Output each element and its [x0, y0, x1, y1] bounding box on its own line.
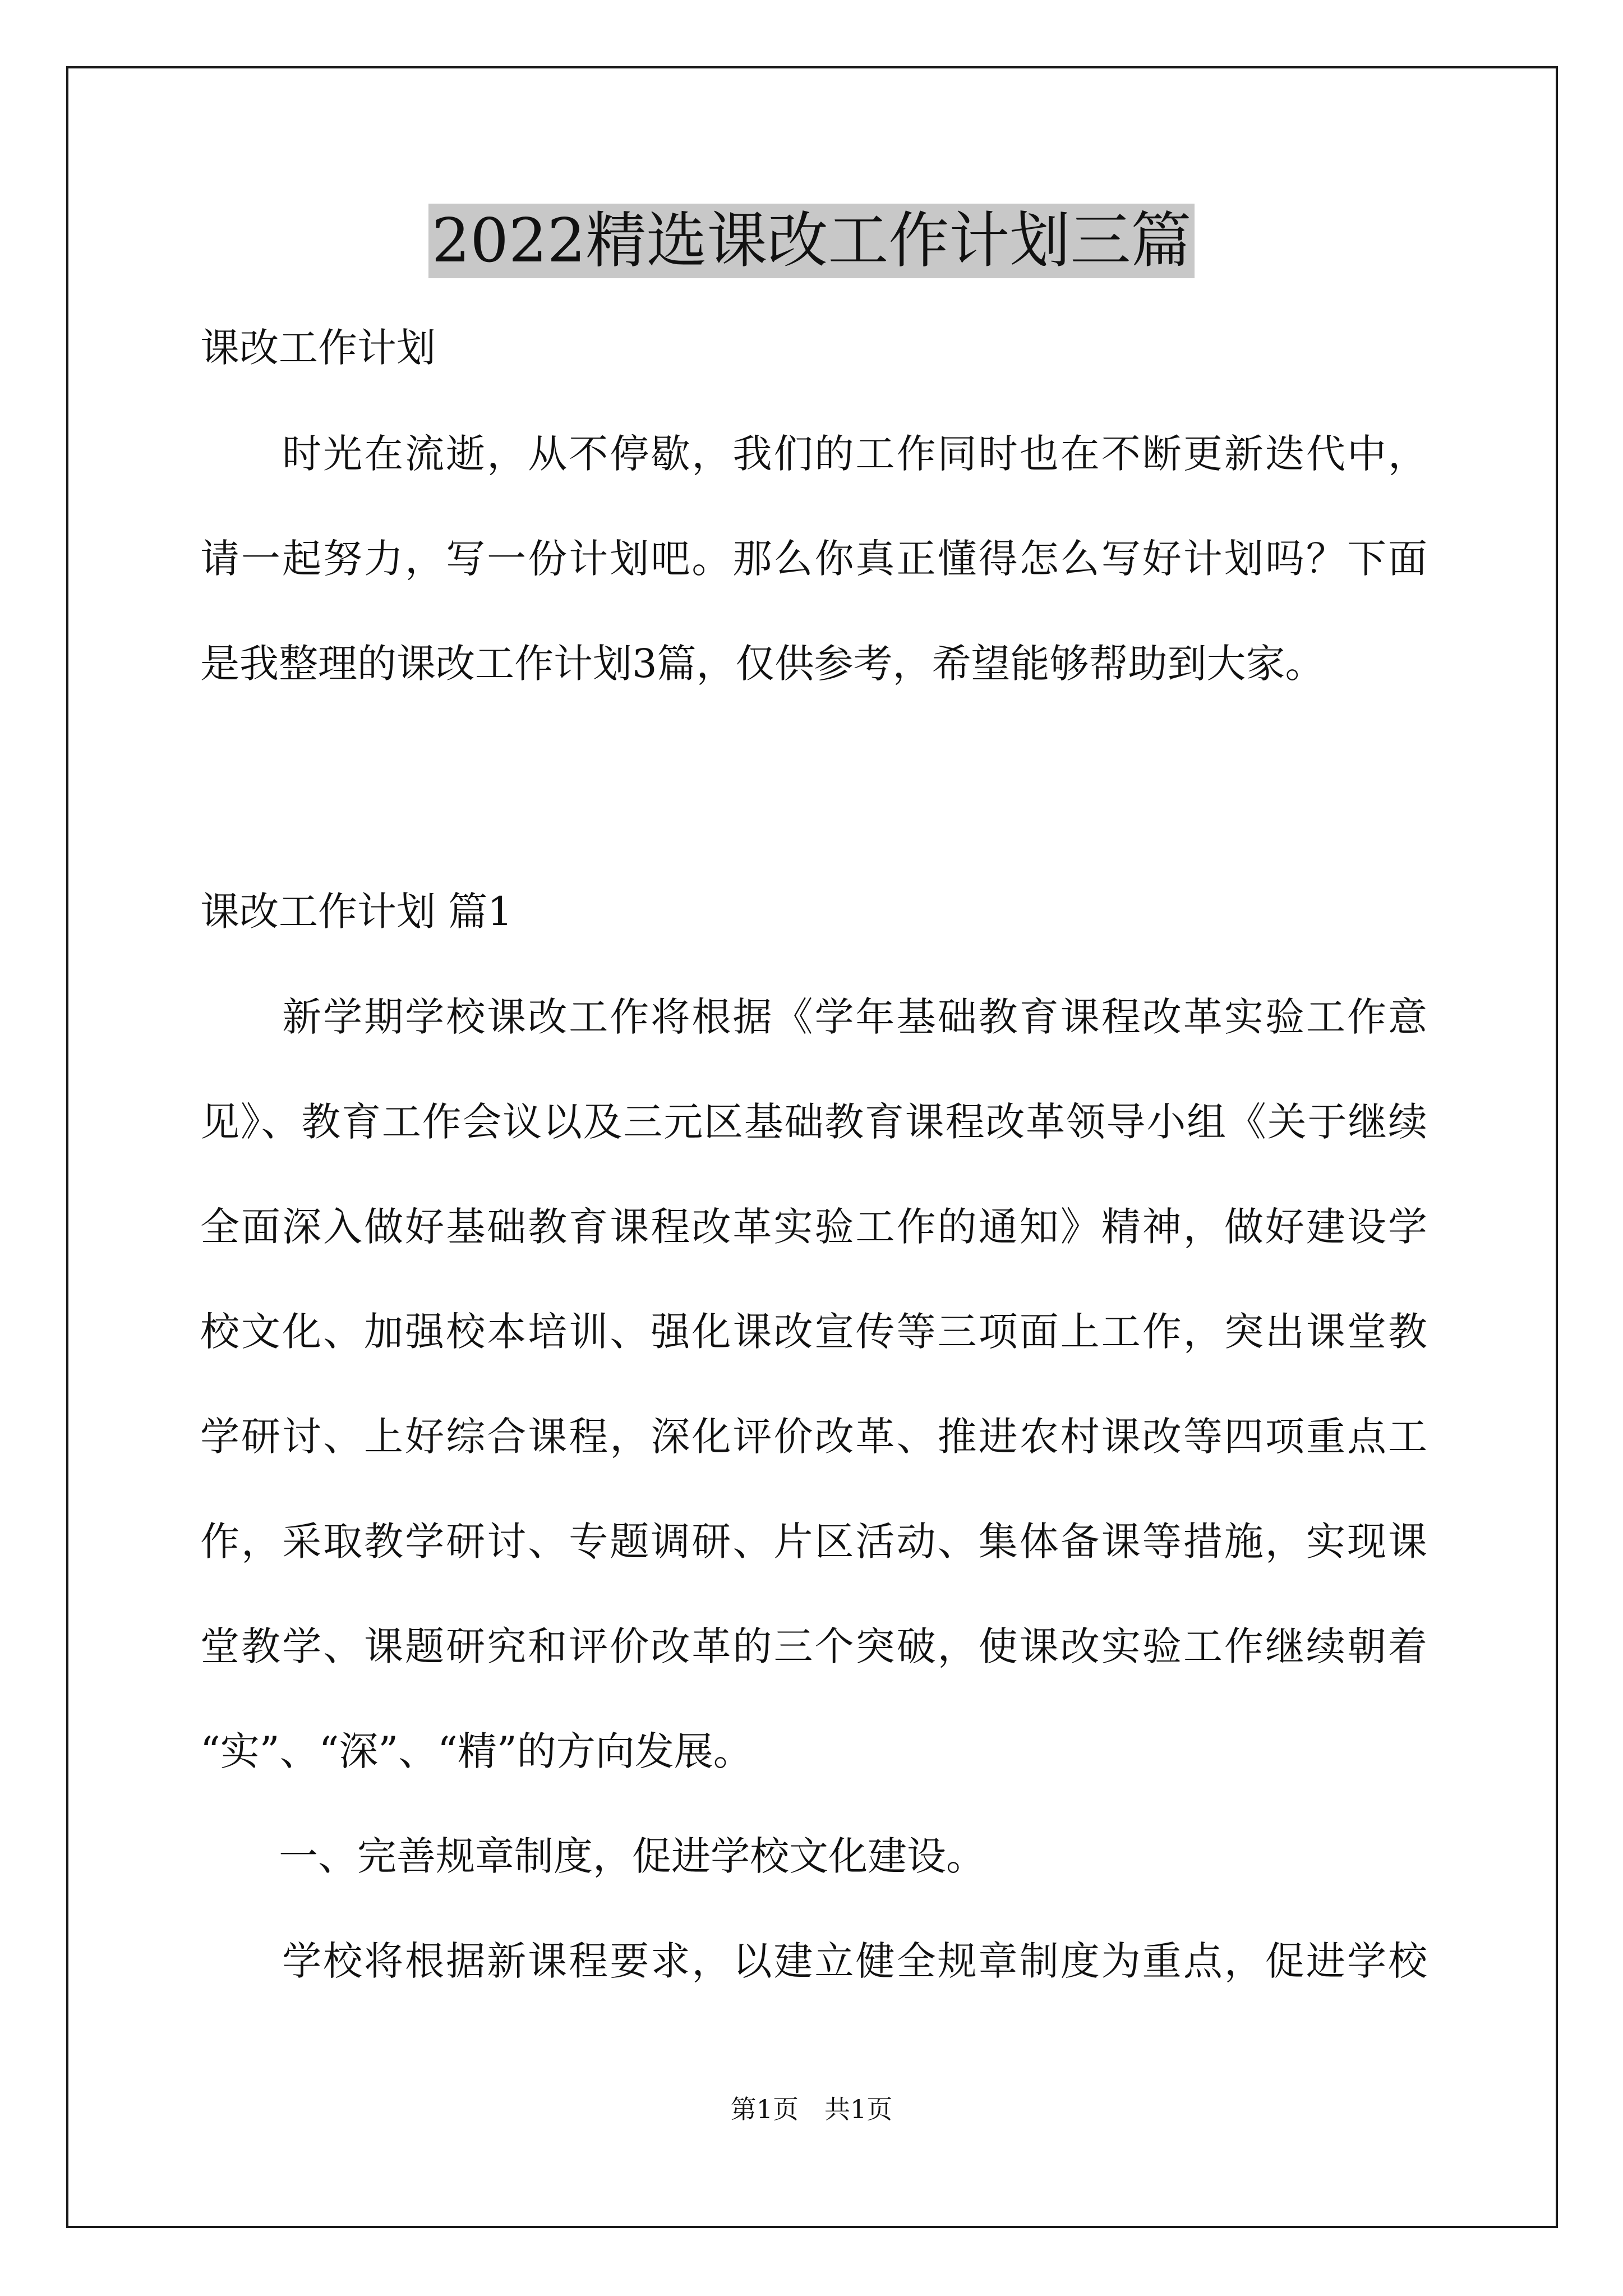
document-title-text: 2022精选课改工作计划三篇 [428, 204, 1195, 278]
page-footer: 第1页 共1页 [730, 2094, 893, 2124]
heading-plan: 课改工作计划 [200, 325, 436, 371]
intro-line-3: 是我整理的课改工作计划3篇，仅供参考，希望能够帮助到大家。 [200, 641, 1325, 687]
section-heading-1: 一、完善规章制度，促进学校文化建设。 [200, 1833, 985, 1879]
body-line-3: 全面深入做好基础教育课程改革实验工作的通知》精神，做好建设学 [200, 1204, 1427, 1250]
intro-line-1: 时光在流逝，从不停歇，我们的工作同时也在不断更新迭代中， [200, 431, 1427, 477]
body-line-8: “实”、“深”、“精”的方向发展。 [200, 1728, 753, 1774]
heading-part-1: 课改工作计划 篇1 [200, 889, 513, 935]
body-line-2: 见》、教育工作会议以及三元区基础教育课程改革领导小组《关于继续 [200, 1099, 1427, 1145]
body-line-1: 新学期学校课改工作将根据《学年基础教育课程改革实验工作意 [200, 994, 1427, 1040]
body-line-7: 堂教学、课题研究和评价改革的三个突破，使课改实验工作继续朝着 [200, 1623, 1427, 1669]
intro-line-2: 请一起努力，写一份计划吧。那么你真正懂得怎么写好计划吗？下面 [200, 536, 1427, 582]
body-line-6: 作，采取教学研讨、专题调研、片区活动、集体备课等措施，实现课 [200, 1519, 1427, 1565]
body-line-4: 校文化、加强校本培训、强化课改宣传等三项面上工作，突出课堂教 [200, 1309, 1427, 1355]
body-line-last: 学校将根据新课程要求，以建立健全规章制度为重点，促进学校 [200, 1938, 1427, 1984]
body-line-5: 学研讨、上好综合课程，深化评价改革、推进农村课改等四项重点工 [200, 1414, 1427, 1460]
page-border [66, 66, 1558, 2228]
document-title [0, 205, 1623, 278]
